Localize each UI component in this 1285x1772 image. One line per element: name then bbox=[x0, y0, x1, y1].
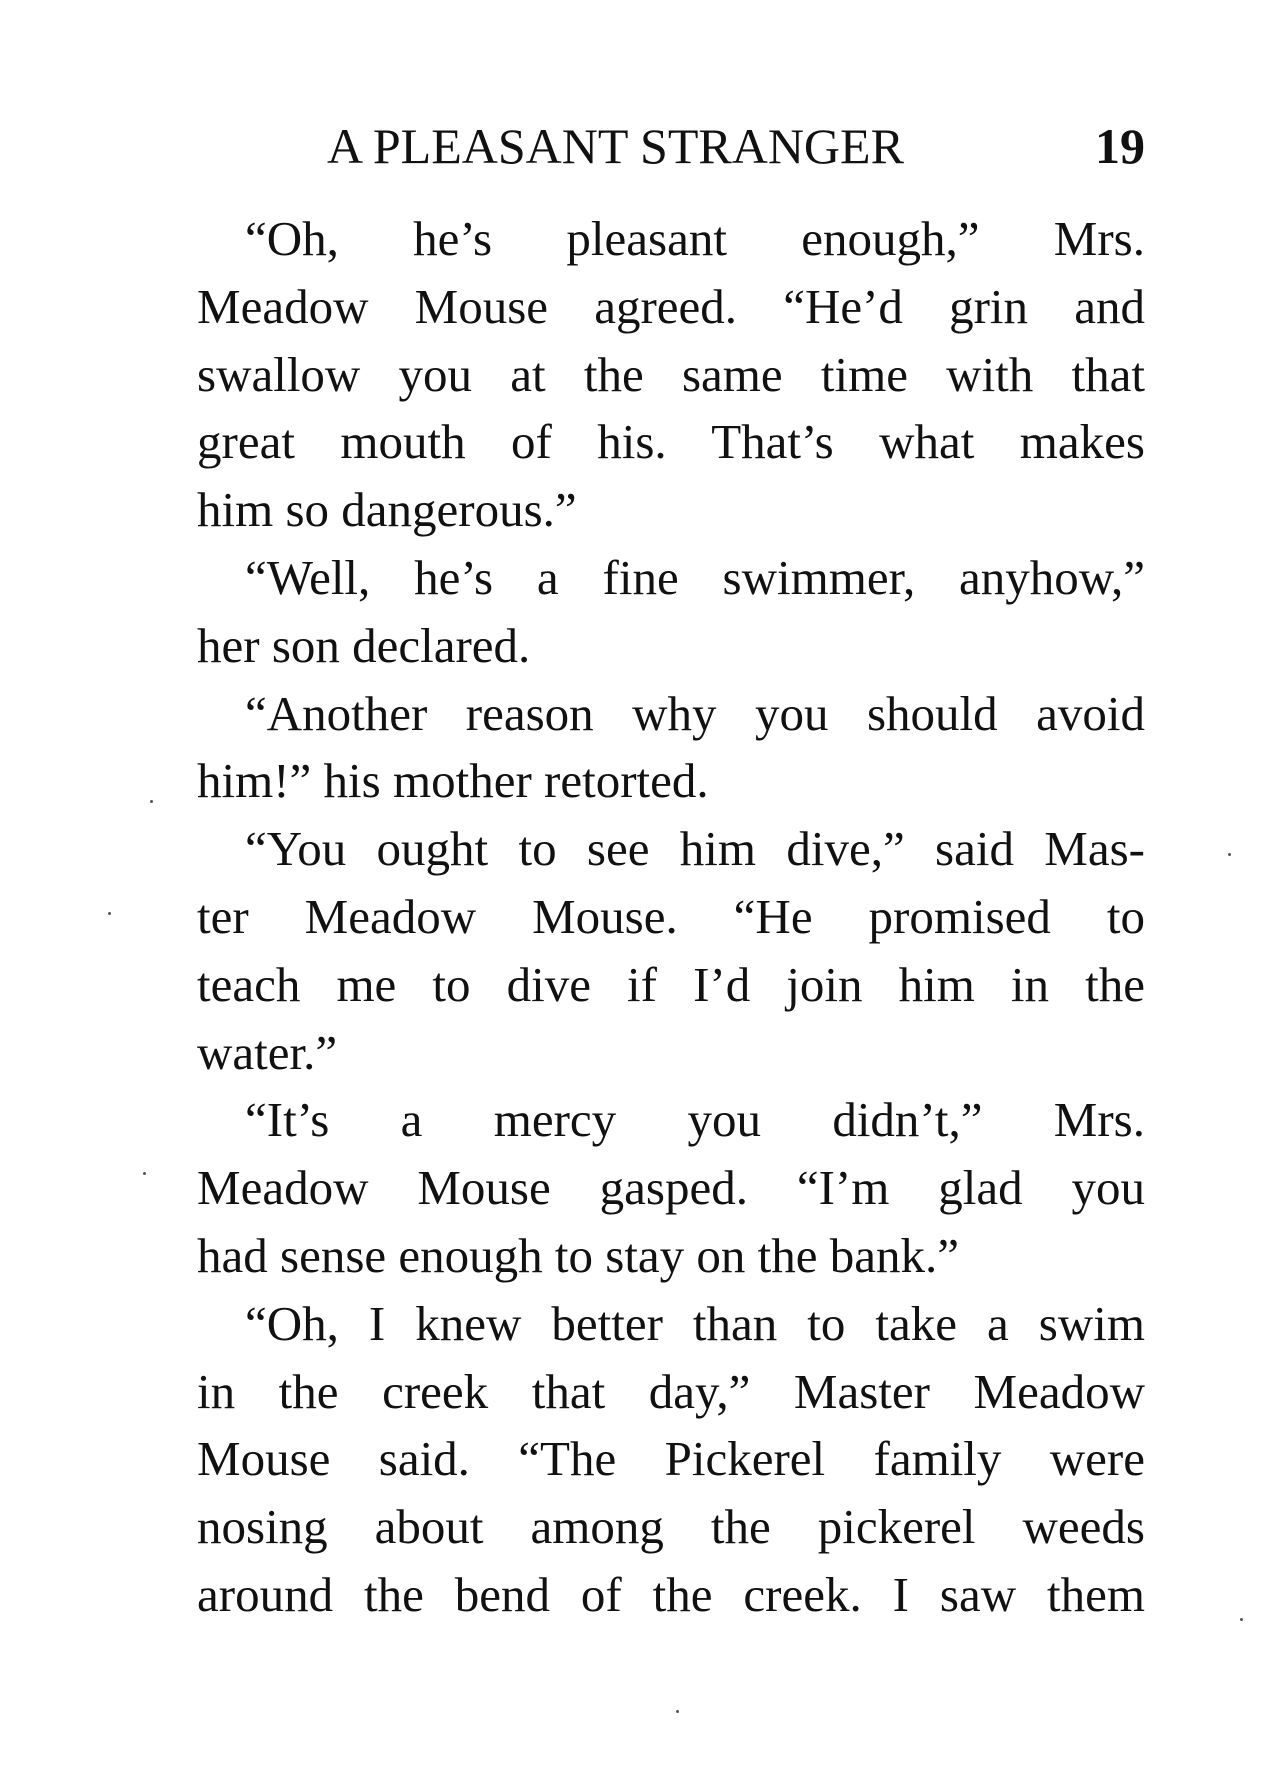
text-line: ter Meadow Mouse. “He promised to bbox=[197, 888, 1145, 944]
text-line: “Oh, I knew better than to take a swim bbox=[245, 1295, 1145, 1351]
paper-speck bbox=[1228, 853, 1231, 856]
text-line: swallow you at the same time with that bbox=[197, 346, 1145, 402]
text-line: her son declared. bbox=[197, 617, 531, 673]
text-line: great mouth of his. That’s what makes bbox=[197, 414, 1145, 470]
text-line: teach me to dive if I’d join him in the bbox=[197, 956, 1145, 1012]
paper-speck bbox=[676, 1710, 679, 1713]
running-head bbox=[197, 112, 1145, 180]
text-line: “Oh, he’s pleasant enough,” Mrs. bbox=[245, 211, 1145, 266]
running-title: A PLEASANT STRANGER bbox=[327, 118, 904, 174]
paper-speck bbox=[143, 1172, 146, 1175]
paper-speck bbox=[1240, 1618, 1243, 1621]
page-number: 19 bbox=[1095, 118, 1145, 174]
body-text bbox=[197, 205, 1145, 1629]
text-line: Mouse said. “The Pickerel family were bbox=[197, 1431, 1145, 1487]
text-line: Meadow Mouse gasped. “I’m glad you bbox=[197, 1160, 1145, 1216]
text-line: Meadow Mouse agreed. “He’d grin and bbox=[197, 278, 1145, 334]
text-line: in the creek that day,” Master Meadow bbox=[197, 1363, 1145, 1419]
text-line: him!” his mother retorted. bbox=[197, 753, 709, 809]
paper-speck bbox=[108, 912, 111, 915]
text-line: “Another reason why you should avoid bbox=[245, 685, 1145, 741]
text-line: “Well, he’s a fine swimmer, anyhow,” bbox=[245, 549, 1145, 605]
text-line: “You ought to see him dive,” said Mas- bbox=[245, 821, 1145, 877]
text-line: around the bend of the creek. I saw them bbox=[197, 1566, 1145, 1622]
text-line: had sense enough to stay on the bank.” bbox=[197, 1227, 960, 1283]
text-line: “It’s a mercy you didn’t,” Mrs. bbox=[245, 1092, 1145, 1148]
text-line: nosing about among the pickerel weeds bbox=[197, 1499, 1145, 1555]
paper-speck bbox=[150, 800, 153, 803]
text-line: water.” bbox=[197, 1024, 338, 1080]
text-line: him so dangerous.” bbox=[197, 482, 577, 538]
